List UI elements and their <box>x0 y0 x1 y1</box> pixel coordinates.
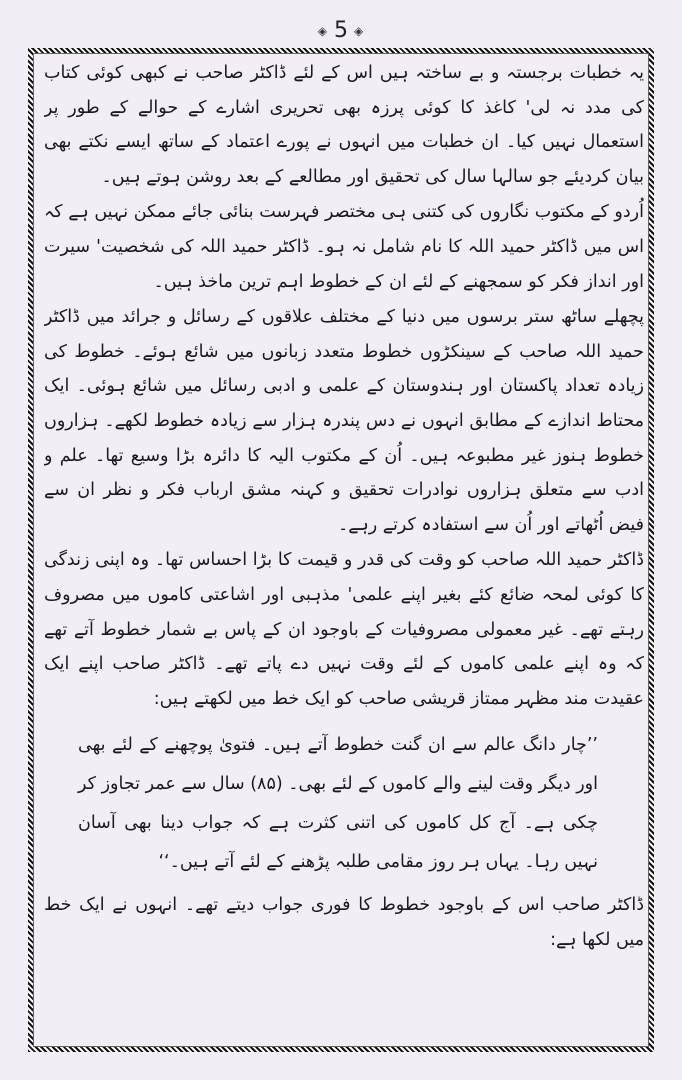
page-body <box>44 56 644 1046</box>
paragraph-letter-writers: اُردو کے مکتوب نگاروں کی کتنی ہی مختصر فہرست بنائی جائے ممکن نہیں ہے کہ اس میں ڈاکٹر حمید اللہ کا نام شامل نہ ہو۔ ڈاکٹر حمید اللہ کی شخصیت' سیرت اور انداز فکر کو سمجھنے کے لئے ان کے خطوط اہم ترین ماخذ ہیں۔ <box>44 202 644 292</box>
page-number: 5 <box>334 18 348 43</box>
paragraph-value-of-time: ڈاکٹر حمید اللہ صاحب کو وقت کی قدر و قیمت کا بڑا احساس تھا۔ وہ اپنی زندگی کا کوئی لمحہ ضائع کئے بغیر اپنے علمی' مذہبی اور اشاعتی کاموں میں مصروف رہتے تھے۔ غیر معمولی مصروفیات کے باوجود ان کے پاس بے شمار خطوط آتے تھے کہ وہ اپنے علمی کاموں کے لئے وقت نہیں دے پاتے تھے۔ ڈاکٹر صاحب اپنے ایک عقیدت مند مظہر ممتاز قریشی صاحب کو ایک خط میں لکھتے ہیں: <box>44 550 644 709</box>
left-ornament-icon: ◈ <box>317 23 328 38</box>
paragraph-speeches: یہ خطبات برجستہ و بے ساختہ ہیں اس کے لئے ڈاکٹر صاحب نے کبھی کوئی کتاب کی مدد نہ لی' کاغذ کا کوئی پرزہ بھی تحریری اشارے کے حوالے کے طور پر استعمال نہیں کیا۔ ان خطبات میں انہوں نے پورے اعتماد کے ساتھ ایسے نکتے بھی بیان کردیئے جو سالہا سال کی تحقیق اور مطالعے کے بعد روشن ہوتے ہیں۔ <box>44 63 644 187</box>
paragraph-closing: ڈاکٹر صاحب اس کے باوجود خطوط کا فوری جواب دیتے تھے۔ انہوں نے ایک خط میں لکھا ہے: <box>44 895 644 950</box>
paragraph-published-letters: پچھلے ساٹھ ستر برسوں میں دنیا کے مختلف علاقوں کے رسائل و جرائد میں ڈاکٹر حمید اللہ صاحب کے سینکڑوں خطوط متعدد زبانوں میں شائع ہوئے۔ خطوط کی زیادہ تعداد پاکستان اور ہندوستان کے علمی و ادبی رسائل میں شائع ہوئی۔ ایک محتاط اندازے کے مطابق انہوں نے دس پندرہ ہزار سے زیادہ خطوط لکھے۔ ہزاروں خطوط ہنوز غیر مطبوعہ ہیں۔ اُن کے مکتوب الیہ کا دائرہ بڑا وسیع تھا۔ علم و ادب سے متعلق ہزاروں نوادرات تحقیق و کہنہ مشق ارباب فکر و نظر ان سے فیض اُٹھاتے اور اُن سے استفادہ کرتے رہے۔ <box>44 307 644 535</box>
block-quote: ’’چار دانگ عالم سے ان گنت خطوط آتے ہیں۔ فتویٰ پوچھنے کے لئے بھی اور دیگر وقت لینے والے کاموں کے لئے بھی۔ (۸۵) سال سے عمر تجاوز کر چکی ہے۔ آج کل کاموں کی اتنی کثرت ہے کہ جواب دینا بھی آسان نہیں رہا۔ یہاں ہر روز مقامی طلبہ پڑھنے کے لئے آتے ہیں۔‘‘ <box>78 735 598 873</box>
page-number-header <box>0 18 682 43</box>
right-ornament-icon: ◈ <box>354 23 365 38</box>
